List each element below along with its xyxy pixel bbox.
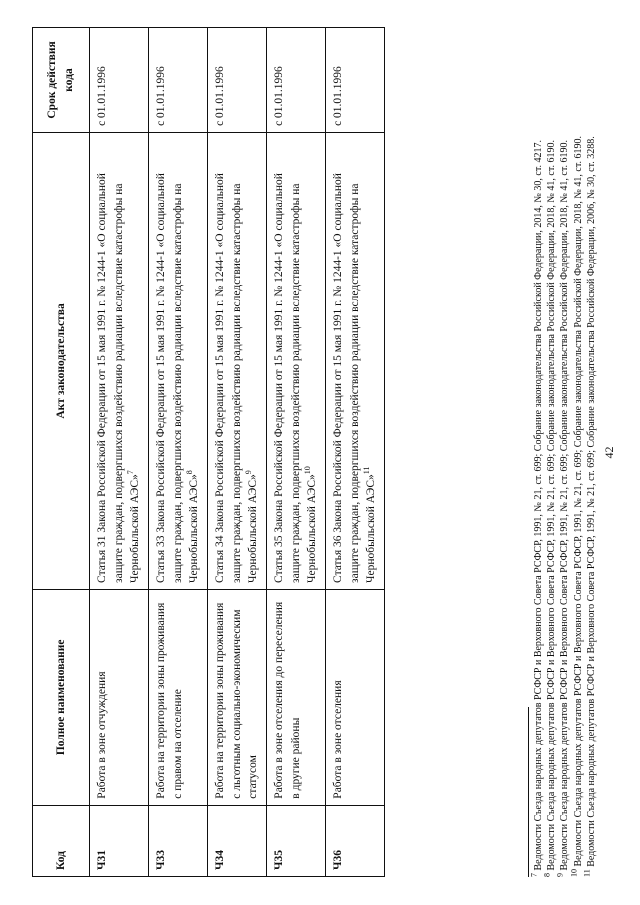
row-name: Работа в зоне отчуждения (90, 589, 149, 805)
table-row (149, 28, 208, 877)
footnote-text: Ведомости Съезда народных депутатов РСФСР и Верховного Совета РСФСР, 1991, № 21, ст. 699; Собрание законодательства Российской Федерации, 2018, № 41, ст. 6190. (559, 140, 571, 871)
footnote-text: Ведомости Съезда народных депутатов РСФСР и Верховного Совета РСФСР, 1991, № 21, ст. 699; Собрание законодательства Российской Федерации, 2018, № 41, ст. 6190. (546, 140, 558, 871)
row-act-text: Статья 33 Закона Российской Федерации от 15 мая 1991 г. № 1244-1 «О социальной защите граждан, подвергшихся воздействию радиации вследствие катастрофы на Чернобыльской АЭС» (155, 173, 201, 583)
table-row (90, 28, 149, 877)
row-term: с 01.01.1996 (267, 28, 326, 133)
footnote-mark: 11 (582, 869, 592, 877)
footnotes (528, 27, 598, 877)
footnote (558, 27, 571, 877)
row-act (149, 132, 208, 589)
footnote-text: Ведомости Съезда народных депутатов РСФСР и Верховного Совета РСФСР, 1991, № 21, ст. 699; Собрание законодательства Российской Федерации, 2018, № 41, ст. 6190. (572, 136, 584, 867)
footnote (569, 27, 585, 877)
row-act-text: Статья 34 Закона Российской Федерации от 15 мая 1991 г. № 1244-1 «О социальной защите граждан, подвергшихся воздействию радиации вследствие катастрофы на Чернобыльской АЭС» (214, 173, 260, 583)
row-act-text: Статья 35 Закона Российской Федерации от 15 мая 1991 г. № 1244-1 «О социальной защите граждан, подвергшихся воздействию радиации вследствие катастрофы на Чернобыльской АЭС» (273, 173, 319, 583)
footnote-ref[interactable]: 10 (303, 466, 313, 475)
row-act (208, 132, 267, 589)
row-code: Ч36 (326, 805, 385, 876)
header-code: Код (33, 805, 90, 876)
row-code: Ч31 (90, 805, 149, 876)
table-row (267, 28, 326, 877)
footnote-mark: 8 (542, 873, 552, 877)
row-act (267, 132, 326, 589)
row-term: с 01.01.1996 (149, 28, 208, 133)
footnote-ref[interactable]: 7 (126, 470, 136, 475)
header-act: Акт законодательства (33, 132, 90, 589)
row-term: с 01.01.1996 (208, 28, 267, 133)
row-name: Работа в зоне отселения до переселения в другие районы (267, 589, 326, 805)
row-act (326, 132, 385, 589)
footnote (582, 27, 598, 877)
footnote (529, 27, 545, 877)
row-code: Ч34 (208, 805, 267, 876)
footnote-mark: 10 (569, 869, 579, 877)
row-act (90, 132, 149, 589)
footnote-text: Ведомости Съезда народных депутатов РСФСР и Верховного Совета РСФСР, 1991, № 21, ст. 699; Собрание законодательства Российской Федерации, 2006, № 30, ст. 3288. (585, 136, 597, 867)
row-act-text: Статья 36 Закона Российской Федерации от 15 мая 1991 г. № 1244-1 «О социальной защите граждан, подвергшихся воздействию радиации вследствие катастрофы на Чернобыльской АЭС» (332, 173, 378, 583)
footnote-text: Ведомости Съезда народных депутатов РСФСР и Верховного Совета РСФСР, 1991, № 21, ст. 699; Собрание законодательства Российской Федерации, 2014, № 30, ст. 4217. (533, 140, 544, 871)
row-name: Работа в зоне отселения (326, 589, 385, 805)
footnote-ref[interactable]: 9 (244, 470, 254, 475)
footnote-mark: 9 (556, 873, 566, 877)
row-code: Ч33 (149, 805, 208, 876)
header-term: Срок действия кода (33, 28, 90, 133)
table-row (326, 28, 385, 877)
header-name: Полное наименование (33, 589, 90, 805)
table-row (208, 28, 267, 877)
row-name: Работа на территории зоны проживания с льготным социально-экономическим статусом (208, 589, 267, 805)
footnote-mark: 7 (529, 873, 539, 877)
table-header-row (33, 28, 90, 877)
row-code: Ч35 (267, 805, 326, 876)
row-act-text: Статья 31 Закона Российской Федерации от 15 мая 1991 г. № 1244-1 «О социальной защите граждан, подвергшихся воздействию радиации вследствие катастрофы на Чернобыльской АЭС» (96, 173, 142, 583)
footnote-divider (528, 707, 529, 877)
row-term: с 01.01.1996 (326, 28, 385, 133)
footnote-ref[interactable]: 8 (185, 470, 195, 475)
footnote (542, 27, 558, 877)
page-number: 42 (602, 446, 616, 459)
codes-table (32, 27, 385, 877)
footnote-ref[interactable]: 11 (362, 466, 372, 475)
row-term: с 01.01.1996 (90, 28, 149, 133)
row-name: Работа на территории зоны проживания с правом на отселение (149, 589, 208, 805)
